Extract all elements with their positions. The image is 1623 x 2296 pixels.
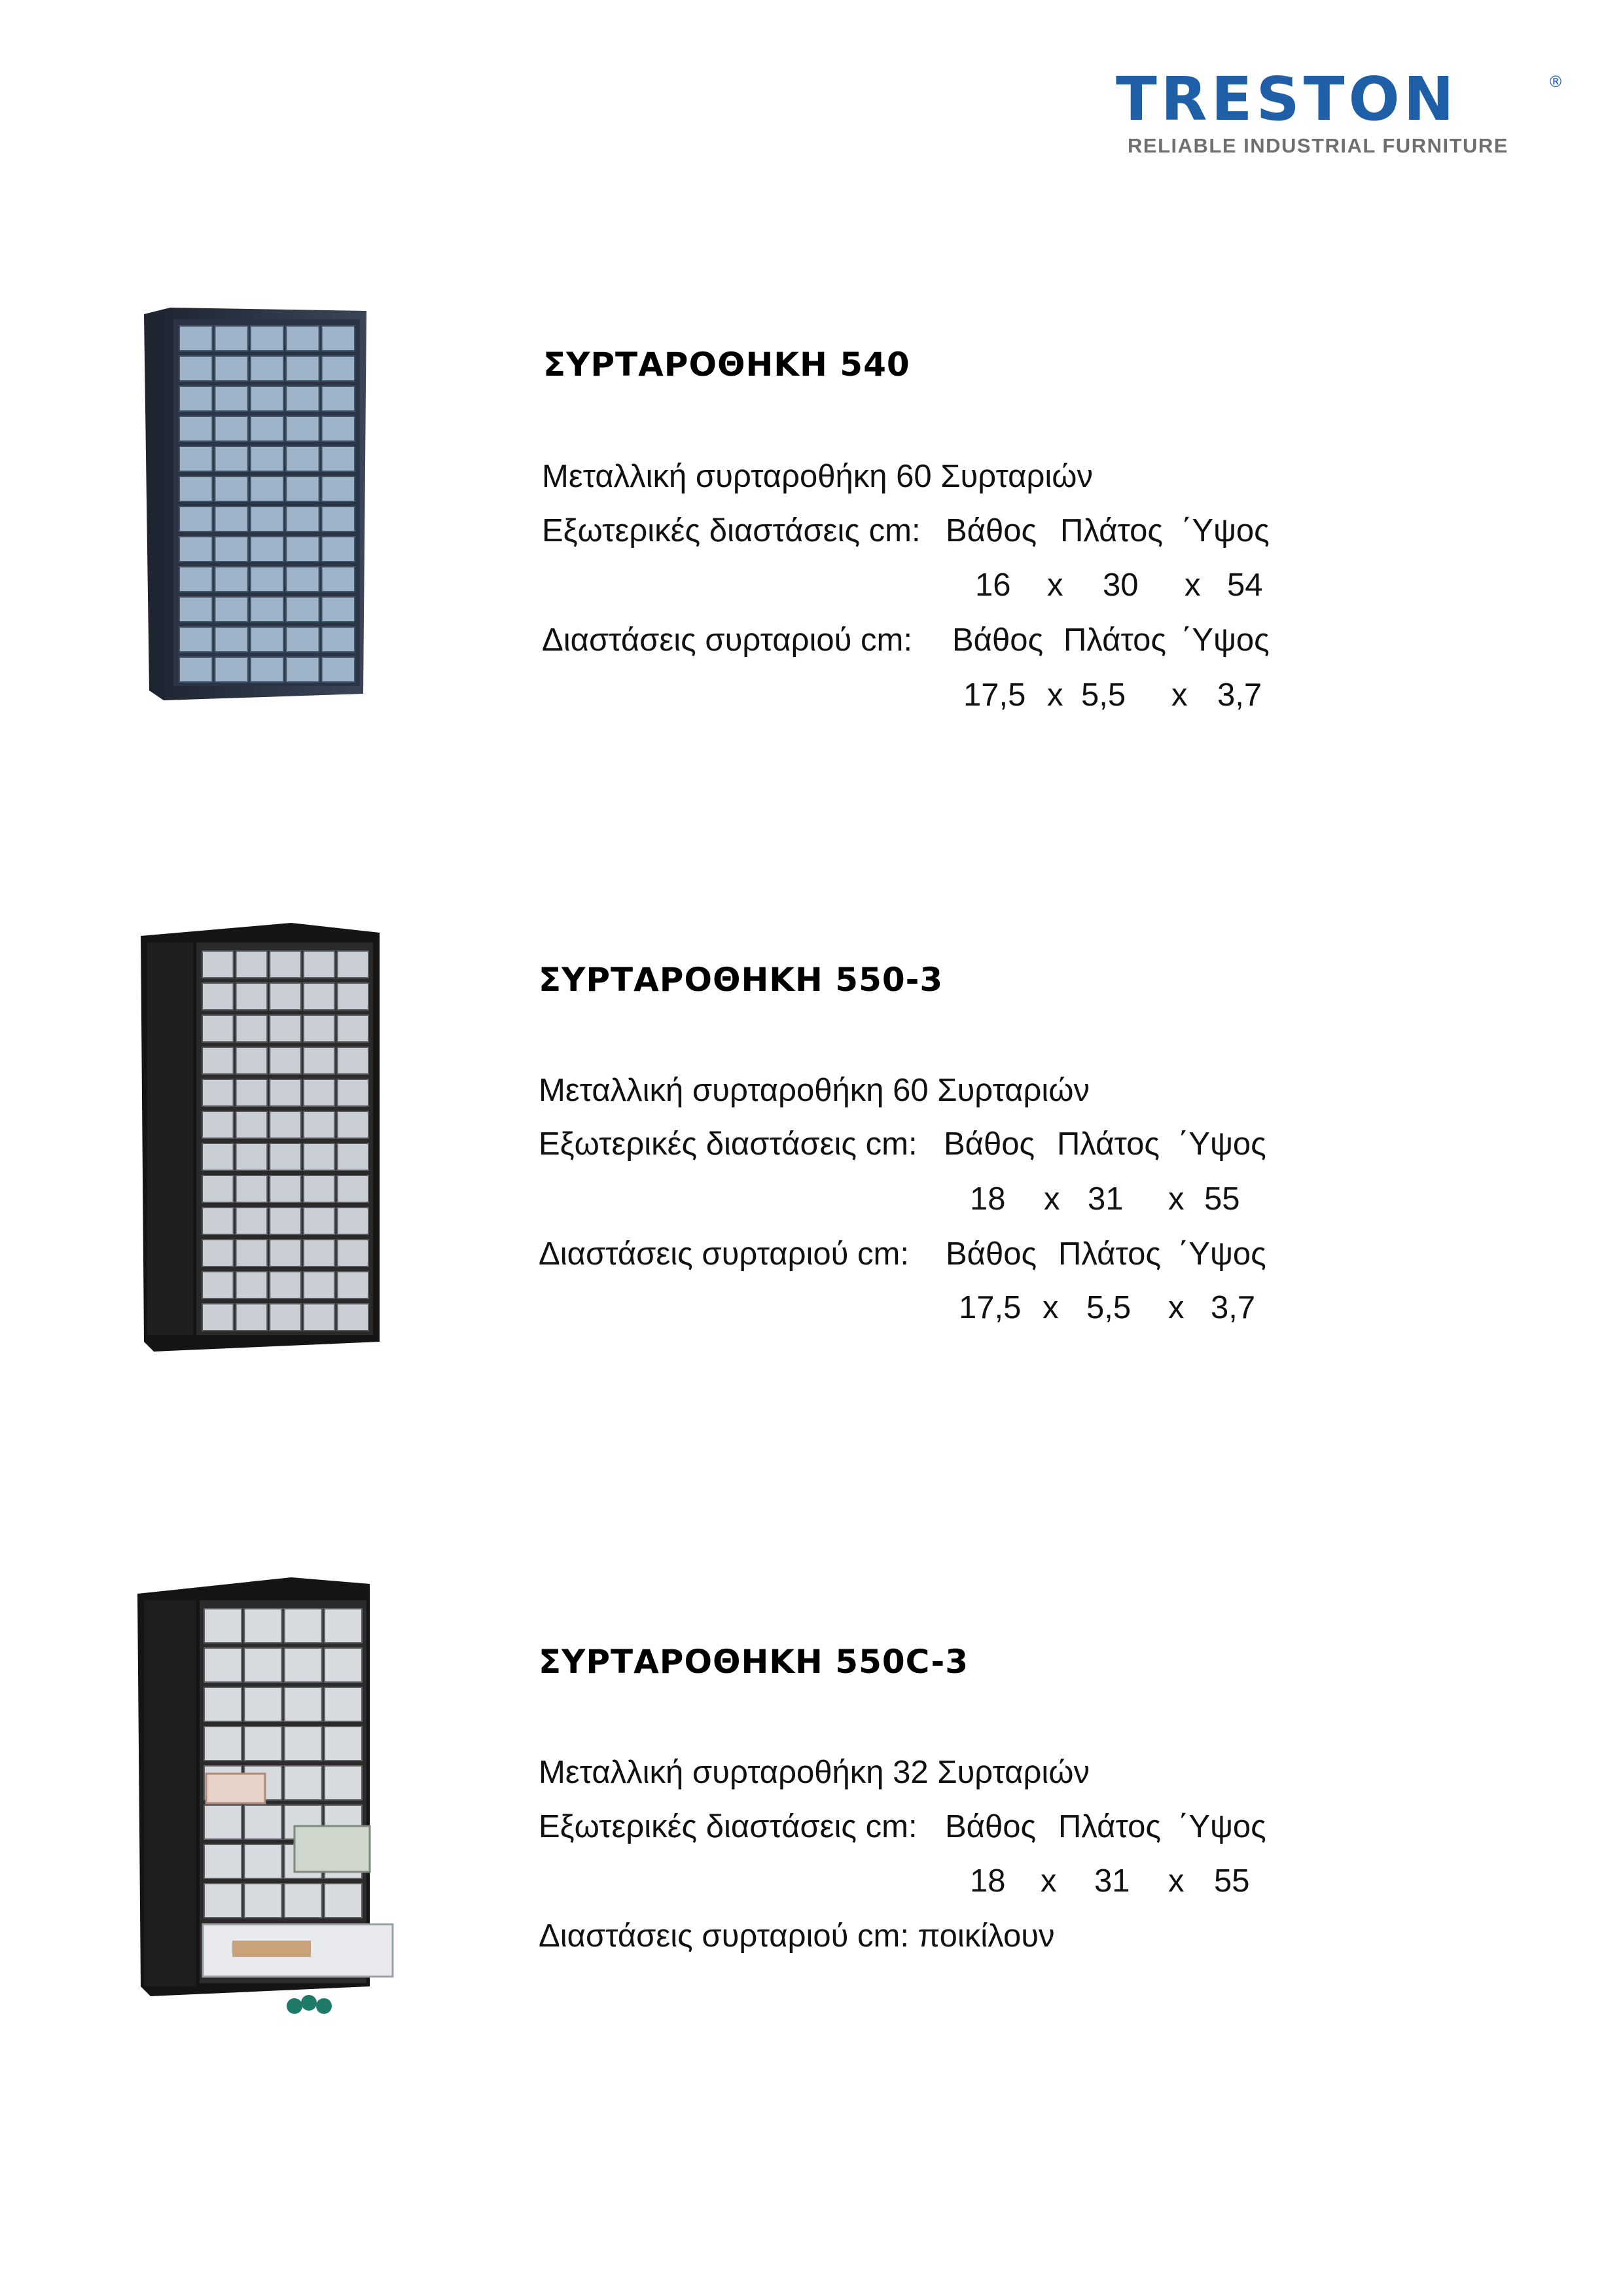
drawer-front	[285, 1766, 322, 1800]
drawer-front	[337, 1111, 368, 1138]
drawer-front	[236, 951, 268, 978]
drawer-front	[251, 326, 283, 351]
drawer-front	[270, 1175, 301, 1202]
drawer-front	[286, 567, 319, 592]
drawer-front	[304, 1111, 335, 1138]
drawer-front	[202, 1047, 234, 1074]
drawer-front	[179, 627, 212, 652]
drawer-front	[286, 476, 319, 501]
drawer-front	[251, 627, 283, 652]
drawer-front	[285, 1727, 322, 1761]
times-sign: x	[1168, 1181, 1185, 1217]
times-sign: x	[1041, 1863, 1057, 1899]
drawer-front	[270, 951, 301, 978]
drawer-front	[202, 1304, 234, 1331]
drawer-front	[215, 326, 247, 351]
drawer-front	[322, 567, 355, 592]
logo-brand: TRESTON	[1116, 69, 1458, 134]
drawer-front	[270, 1304, 301, 1331]
drawer-front	[286, 446, 319, 471]
drawer-front	[304, 1079, 335, 1106]
drawer-front	[202, 1111, 234, 1138]
drawer-front	[325, 1766, 362, 1800]
drawer-front	[286, 416, 319, 441]
times-sign: x	[1168, 1290, 1185, 1325]
header-depth: Βάθος	[946, 513, 1037, 548]
drawer-front	[236, 983, 268, 1010]
header-height: ΄Υψος	[1181, 513, 1270, 548]
drawer-width: 5,5	[1086, 1290, 1132, 1325]
header-width: Πλάτος	[1057, 1126, 1160, 1162]
drawer-front	[236, 1272, 268, 1299]
drawer-front	[322, 326, 355, 351]
drawer-front	[270, 1015, 301, 1042]
drawer-front	[322, 537, 355, 562]
drawer-front	[286, 627, 319, 652]
times-sign: x	[1044, 1181, 1060, 1217]
drawer-front	[215, 386, 247, 411]
drawer-front	[304, 983, 335, 1010]
drawer-front	[179, 416, 212, 441]
drawer-front	[215, 507, 247, 531]
drawer-front	[244, 1727, 281, 1761]
drawer-front	[322, 446, 355, 471]
drawer-front	[337, 983, 368, 1010]
drawer-header-height: ΄Υψος	[1181, 622, 1270, 658]
drawer-front	[286, 356, 319, 381]
drawer-front	[322, 476, 355, 501]
drawer-front	[270, 1047, 301, 1074]
external-width: 31	[1094, 1863, 1130, 1899]
drawer-cabinet-60-blue-icon	[137, 308, 366, 700]
drawer-front	[244, 1884, 281, 1918]
drawer-front	[325, 1687, 362, 1721]
drawer-front	[304, 951, 335, 978]
external-width: 31	[1088, 1181, 1124, 1217]
drawer-front	[322, 507, 355, 531]
drawer-front	[204, 1844, 241, 1878]
times-sign: x	[1185, 567, 1201, 603]
header-width: Πλάτος	[1060, 513, 1164, 548]
drawer-header-depth: Βάθος	[952, 622, 1044, 658]
drawer-front	[215, 537, 247, 562]
drawer-front	[202, 1175, 234, 1202]
drawer-front	[215, 597, 247, 622]
drawer-front	[337, 1047, 368, 1074]
drawer-header-depth: Βάθος	[946, 1236, 1037, 1272]
drawer-front	[179, 326, 212, 351]
drawer-front	[236, 1079, 268, 1106]
drawer-front	[179, 567, 212, 592]
drawer-front	[322, 356, 355, 381]
header-height: ΄Υψος	[1178, 1809, 1266, 1844]
times-sign: x	[1047, 567, 1063, 603]
drawer-front	[270, 1079, 301, 1106]
drawer-front	[236, 1143, 268, 1170]
external-height: 55	[1214, 1863, 1250, 1899]
drawer-front	[251, 386, 283, 411]
drawer-front	[251, 356, 283, 381]
drawer-front	[202, 1015, 234, 1042]
drawer-header-width: Πλάτος	[1058, 1236, 1162, 1272]
product-title: ΣΥΡΤΑΡΟΘΗΚΗ 540	[543, 346, 910, 384]
external-dimensions-label: Εξωτερικές διαστάσεις cm:	[542, 513, 921, 548]
drawer-front	[215, 657, 247, 682]
drawer-dimensions-label: Διαστάσεις συρταριού cm:	[539, 1236, 909, 1272]
drawer-front	[204, 1805, 241, 1839]
drawer-front	[179, 386, 212, 411]
drawer-front	[325, 1884, 362, 1918]
drawer-front	[325, 1648, 362, 1682]
drawer-front	[204, 1648, 241, 1682]
drawer-front	[270, 1143, 301, 1170]
drawer-front	[215, 476, 247, 501]
drawer-front	[251, 597, 283, 622]
drawer-front	[202, 1272, 234, 1299]
external-depth: 18	[970, 1181, 1006, 1217]
drawer-front	[202, 983, 234, 1010]
drawer-header-height: ΄Υψος	[1178, 1236, 1266, 1272]
drawer-front	[286, 537, 319, 562]
drawer-front	[251, 446, 283, 471]
times-sign: x	[1168, 1863, 1185, 1899]
drawer-cabinet-60-black-icon	[141, 923, 380, 1352]
drawer-front	[337, 1015, 368, 1042]
drawer-front	[251, 416, 283, 441]
drawer-front	[337, 1079, 368, 1106]
product-description: Μεταλλική συρταροθήκη 60 Συρταριών	[542, 459, 1093, 494]
treston-logo	[1116, 69, 1574, 160]
drawer-front	[337, 1240, 368, 1266]
drawer-front	[322, 416, 355, 441]
drawer-front	[304, 1208, 335, 1234]
drawer-front	[244, 1687, 281, 1721]
drawer-front	[304, 1015, 335, 1042]
drawer-front	[215, 567, 247, 592]
drawer-front	[244, 1648, 281, 1682]
drawer-front	[251, 507, 283, 531]
header-depth: Βάθος	[945, 1809, 1037, 1844]
drawer-front	[270, 983, 301, 1010]
drawer-front	[322, 627, 355, 652]
times-sign: x	[1043, 1290, 1059, 1325]
drawer-front	[337, 1304, 368, 1331]
drawer-front	[251, 657, 283, 682]
drawer-header-width: Πλάτος	[1063, 622, 1167, 658]
drawer-front	[286, 597, 319, 622]
treston-logo-graphic	[1116, 69, 1574, 160]
external-height: 55	[1204, 1181, 1240, 1217]
drawer-dimensions-label: Διαστάσεις συρταριού cm:	[542, 622, 912, 658]
drawer-front	[179, 476, 212, 501]
drawer-front	[322, 657, 355, 682]
drawer-front	[244, 1844, 281, 1878]
drawer-front	[337, 1272, 368, 1299]
external-dimensions-label: Εξωτερικές διαστάσεις cm:	[539, 1809, 918, 1844]
drawer-front	[285, 1687, 322, 1721]
drawer-front	[286, 507, 319, 531]
drawer-front	[244, 1805, 281, 1839]
drawer-width: 5,5	[1081, 677, 1126, 713]
drawer-front	[270, 1111, 301, 1138]
drawer-front	[286, 386, 319, 411]
drawer-front	[337, 951, 368, 978]
drawer-front	[304, 1143, 335, 1170]
drawer-front	[304, 1304, 335, 1331]
header-width: Πλάτος	[1058, 1809, 1162, 1844]
drawer-front	[285, 1884, 322, 1918]
drawer-front	[244, 1609, 281, 1643]
drawer-height: 3,7	[1217, 677, 1262, 713]
drawer-front	[304, 1047, 335, 1074]
drawer-front	[286, 326, 319, 351]
drawer-front	[202, 1143, 234, 1170]
drawer-front	[270, 1240, 301, 1266]
drawer-front	[322, 386, 355, 411]
product-description: Μεταλλική συρταροθήκη 32 Συρταριών	[539, 1755, 1090, 1790]
external-dimensions-label: Εξωτερικές διαστάσεις cm:	[539, 1126, 918, 1162]
drawer-front	[251, 537, 283, 562]
drawer-front	[215, 446, 247, 471]
external-depth: 16	[975, 567, 1011, 603]
drawer-front	[236, 1047, 268, 1074]
external-depth: 18	[970, 1863, 1006, 1899]
product-title: ΣΥΡΤΑΡΟΘΗΚΗ 550-3	[539, 961, 944, 999]
logo-reg-mark: ®	[1548, 73, 1563, 91]
drawer-front	[236, 1111, 268, 1138]
drawer-front	[215, 356, 247, 381]
drawer-front	[325, 1609, 362, 1643]
header-height: ΄Υψος	[1178, 1126, 1266, 1162]
drawer-front	[304, 1240, 335, 1266]
drawer-front	[204, 1727, 241, 1761]
header-depth: Βάθος	[944, 1126, 1035, 1162]
times-sign: x	[1047, 677, 1063, 713]
drawer-front	[286, 657, 319, 682]
drawer-front	[204, 1687, 241, 1721]
drawer-front	[337, 1175, 368, 1202]
drawer-front	[285, 1648, 322, 1682]
drawer-front	[236, 1015, 268, 1042]
product-description: Μεταλλική συρταροθήκη 60 Συρταριών	[539, 1073, 1090, 1108]
drawer-front	[215, 627, 247, 652]
logo-tagline: RELIABLE INDUSTRIAL FURNITURE	[1128, 134, 1508, 157]
drawer-front	[179, 507, 212, 531]
drawer-front	[236, 1208, 268, 1234]
drawer-front	[236, 1175, 268, 1202]
drawer-front	[270, 1272, 301, 1299]
drawer-front	[304, 1175, 335, 1202]
drawer-front	[285, 1609, 322, 1643]
drawer-front	[251, 476, 283, 501]
drawer-front	[251, 567, 283, 592]
drawer-cabinet-32-black-icon	[137, 1577, 399, 2022]
drawer-front	[202, 1240, 234, 1266]
drawer-front	[202, 951, 234, 978]
times-sign: x	[1171, 677, 1188, 713]
drawer-front	[337, 1208, 368, 1234]
drawer-front	[202, 1208, 234, 1234]
drawer-depth: 17,5	[963, 677, 1026, 713]
product-title: ΣΥΡΤΑΡΟΘΗΚΗ 550C-3	[539, 1643, 969, 1681]
drawer-front	[270, 1208, 301, 1234]
drawer-front	[215, 416, 247, 441]
drawer-front	[204, 1609, 241, 1643]
drawer-height: 3,7	[1211, 1290, 1256, 1325]
drawer-front	[179, 446, 212, 471]
drawer-front	[325, 1727, 362, 1761]
drawer-front	[179, 657, 212, 682]
drawer-front	[179, 356, 212, 381]
drawer-front	[204, 1884, 241, 1918]
drawer-front	[236, 1304, 268, 1331]
external-height: 54	[1227, 567, 1263, 603]
drawer-dimensions-label: Διαστάσεις συρταριού cm: ποικίλουν	[539, 1918, 1055, 1954]
drawer-depth: 17,5	[959, 1290, 1022, 1325]
drawer-front	[236, 1240, 268, 1266]
drawer-front	[304, 1272, 335, 1299]
drawer-front	[337, 1143, 368, 1170]
drawer-front	[179, 597, 212, 622]
external-width: 30	[1103, 567, 1139, 603]
drawer-front	[179, 537, 212, 562]
drawer-front	[322, 597, 355, 622]
drawer-front	[202, 1079, 234, 1106]
